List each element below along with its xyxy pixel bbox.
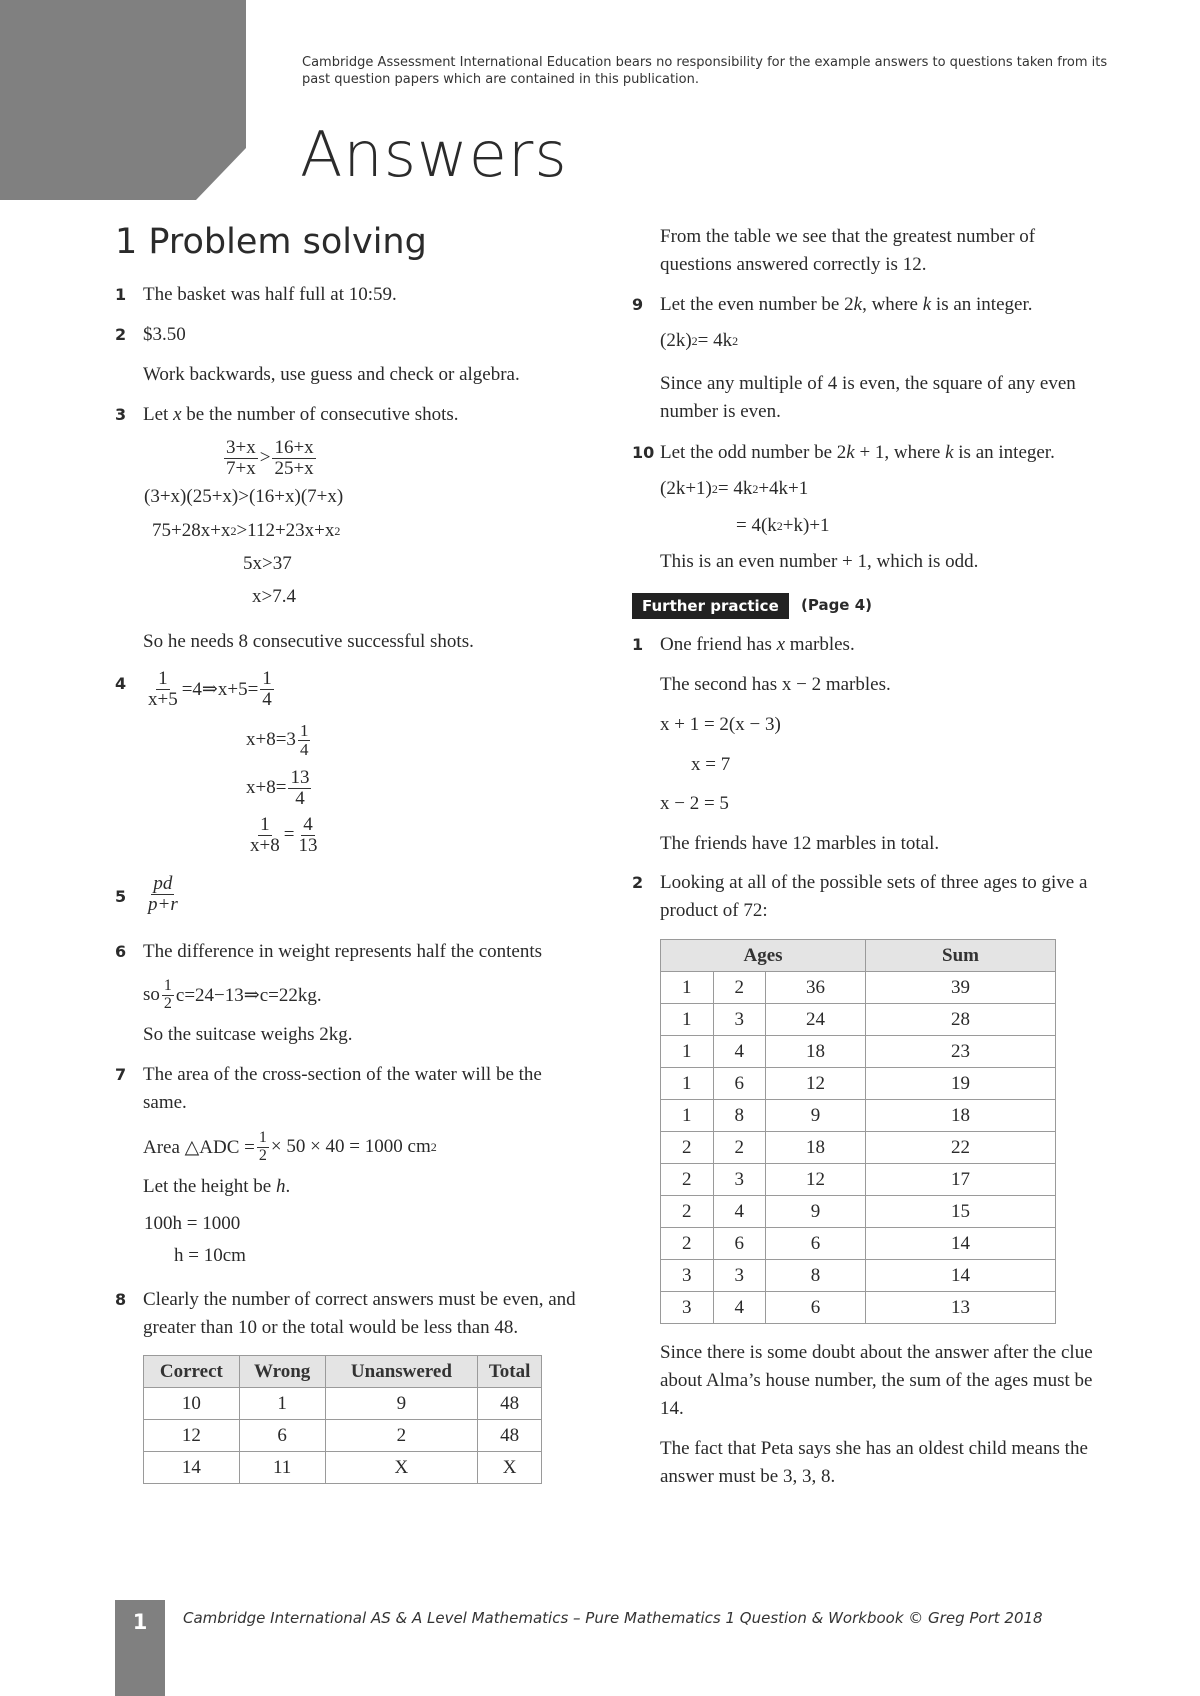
- table-header: Correct: [144, 1356, 240, 1388]
- q8-number: 8: [115, 1290, 127, 1309]
- table-row: [661, 1004, 1056, 1036]
- q3-inequality-4: 5x>37: [243, 553, 292, 574]
- q7-text: The area of the cross-section of the water will be the same.: [143, 1064, 542, 1113]
- fp1-line-3: x + 1 = 2(x − 3): [660, 714, 781, 735]
- q10-note: This is an even number + 1, which is odd.: [660, 551, 979, 572]
- q7-height: Let the height be h.: [143, 1176, 291, 1197]
- page-number: 1: [132, 1610, 148, 1634]
- q8-text: Clearly the number of correct answers must be even, and greater than 10 or the total would be less than 48.: [143, 1289, 576, 1338]
- fp2-note-1: Since there is some doubt about the answer after the clue about Alma’s house number, the sum of the ages must be 14.: [660, 1342, 1093, 1419]
- q4-line-3: x+8= $\frac{13}{4}$: [246, 767, 310, 809]
- table-cell: 6: [713, 1228, 766, 1260]
- table-cell: 1: [661, 1068, 714, 1100]
- q8-table: [143, 1355, 542, 1484]
- table-cell: 6: [766, 1228, 866, 1260]
- q6-text: The difference in weight represents half the contents: [143, 941, 543, 962]
- table-cell: 4: [713, 1292, 766, 1324]
- ages-header: Ages: [661, 940, 866, 972]
- fp1-line-2: The second has x − 2 marbles.: [660, 674, 891, 695]
- table-cell: 8: [713, 1100, 766, 1132]
- corner-decoration: [0, 0, 246, 200]
- table-cell: 12: [766, 1164, 866, 1196]
- q3-inequality-3: 75+28x+x 2 >112+23x+x 2: [152, 520, 341, 541]
- table-cell: 18: [766, 1132, 866, 1164]
- table-cell: 6: [239, 1420, 325, 1452]
- table-cell: 1: [661, 1100, 714, 1132]
- table-cell: 4: [713, 1196, 766, 1228]
- q4-number: 4: [115, 674, 127, 693]
- q4-line-4: $\frac{1}{x+8}$ = $\frac{4}{13}$: [250, 814, 318, 856]
- ages-table: [660, 939, 1056, 1324]
- q10-number: 10: [632, 443, 655, 462]
- q3-intro: Let x be the number of consecutive shots.: [143, 404, 459, 425]
- table-cell: 24: [766, 1004, 866, 1036]
- table-cell: 28: [866, 1004, 1056, 1036]
- disclaimer: Cambridge Assessment International Education bears no responsibility for the example answers to questions taken from its past question papers which are contained in this publication.: [302, 55, 1108, 87]
- table-cell: 14: [866, 1228, 1056, 1260]
- page-title: Answers: [300, 118, 568, 191]
- table-cell: 48: [478, 1388, 542, 1420]
- table-row: [144, 1420, 542, 1452]
- table-cell: 11: [239, 1452, 325, 1484]
- table-cell: 6: [766, 1292, 866, 1324]
- q6-number: 6: [115, 942, 127, 961]
- table-cell: 22: [866, 1132, 1056, 1164]
- table-cell: 2: [661, 1228, 714, 1260]
- table-cell: 12: [144, 1420, 240, 1452]
- table-cell: 2: [713, 972, 766, 1004]
- q6-conclusion: So the suitcase weighs 2kg.: [143, 1024, 353, 1045]
- fp2-note-2: The fact that Peta says she has an oldest child means the answer must be 3, 3, 8.: [660, 1438, 1088, 1487]
- table-row: [661, 1068, 1056, 1100]
- table-cell: X: [325, 1452, 478, 1484]
- table-cell: 9: [325, 1388, 478, 1420]
- q10-equation-2: = 4(k 2 +k)+1: [736, 515, 830, 536]
- table-cell: 3: [713, 1260, 766, 1292]
- q3-inequality-1: $\frac{3+x}{7+x}$ > $\frac{16+x}{25+x}$: [226, 437, 314, 479]
- table-cell: 2: [325, 1420, 478, 1452]
- table-row: [661, 1292, 1056, 1324]
- q9-note: Since any multiple of 4 is even, the square of any even number is even.: [660, 373, 1076, 422]
- q7-number: 7: [115, 1065, 127, 1084]
- table-row: [661, 972, 1056, 1004]
- fp1-number: 1: [632, 635, 644, 654]
- table-cell: 2: [661, 1164, 714, 1196]
- table-cell: 8: [766, 1260, 866, 1292]
- q6-equation: so $\frac{1}{2}$ c=24−13⇒c=22kg.: [143, 977, 322, 1012]
- fp1-line-6: The friends have 12 marbles in total.: [660, 833, 940, 854]
- fp2-number: 2: [632, 873, 644, 892]
- table-cell: 6: [713, 1068, 766, 1100]
- q3-number: 3: [115, 405, 127, 424]
- q5-answer: $\frac{pd}{p+r}$: [148, 873, 178, 915]
- table-cell: 14: [144, 1452, 240, 1484]
- table-row: [661, 1036, 1056, 1068]
- table-cell: 12: [766, 1068, 866, 1100]
- q8-continuation: From the table we see that the greatest number of questions answered correctly is 12.: [660, 226, 1036, 275]
- table-cell: 2: [713, 1132, 766, 1164]
- table-cell: 1: [239, 1388, 325, 1420]
- q10-text: Let the odd number be 2k + 1, where k is an integer.: [660, 442, 1055, 463]
- table-cell: 39: [866, 972, 1056, 1004]
- table-row: [661, 1164, 1056, 1196]
- q4-line-1: $\frac{1}{x+5}$ =4⇒x+5= $\frac{1}{4}$: [148, 668, 272, 710]
- fp1-line-1: One friend has x marbles.: [660, 634, 855, 655]
- q2-note: Work backwards, use guess and check or algebra.: [143, 364, 520, 385]
- table-cell: 10: [144, 1388, 240, 1420]
- table-header: Unanswered: [325, 1356, 478, 1388]
- table-row: [661, 1196, 1056, 1228]
- table-cell: 2: [661, 1196, 714, 1228]
- q5-number: 5: [115, 887, 127, 906]
- chapter-title: 1 Problem solving: [115, 222, 427, 262]
- table-cell: 48: [478, 1420, 542, 1452]
- table-cell: 13: [866, 1292, 1056, 1324]
- table-cell: 19: [866, 1068, 1056, 1100]
- table-row: [144, 1388, 542, 1420]
- q3-conclusion: So he needs 8 consecutive successful shots.: [143, 631, 474, 652]
- q7-equation-2: h = 10cm: [174, 1245, 246, 1266]
- q10-equation-1: (2k+1) 2 = 4k 2 +4k+1: [660, 478, 809, 499]
- q4-line-2: x+8=3 $\frac{1}{4}$: [246, 721, 309, 759]
- table-cell: X: [478, 1452, 542, 1484]
- further-practice-page: (Page 4): [801, 596, 872, 614]
- table-row: [661, 1260, 1056, 1292]
- table-row: [661, 1132, 1056, 1164]
- table-cell: 1: [661, 972, 714, 1004]
- q9-equation: (2k) 2 = 4k 2: [660, 330, 739, 351]
- table-row: [661, 1100, 1056, 1132]
- table-cell: 3: [713, 1164, 766, 1196]
- q7-area: Area △ADC = $\frac{1}{2}$ × 50 × 40 = 1000 cm 2: [143, 1129, 437, 1164]
- fp1-line-5: x − 2 = 5: [660, 793, 729, 814]
- table-cell: 1: [661, 1036, 714, 1068]
- table-cell: 9: [766, 1196, 866, 1228]
- table-row: [661, 1228, 1056, 1260]
- sum-header: Sum: [866, 940, 1056, 972]
- table-cell: 3: [661, 1260, 714, 1292]
- q3-inequality-5: x>7.4: [252, 586, 296, 607]
- fp1-line-4: x = 7: [691, 754, 731, 775]
- q1-number: 1: [115, 285, 127, 304]
- table-cell: 18: [766, 1036, 866, 1068]
- table-cell: 3: [661, 1292, 714, 1324]
- table-cell: 17: [866, 1164, 1056, 1196]
- q7-equation-1: 100h = 1000: [144, 1213, 241, 1234]
- table-row: [144, 1452, 542, 1484]
- q9-text: Let the even number be 2k, where k is an integer.: [660, 294, 1033, 315]
- table-header: Wrong: [239, 1356, 325, 1388]
- table-cell: 4: [713, 1036, 766, 1068]
- table-cell: 14: [866, 1260, 1056, 1292]
- table-cell: 18: [866, 1100, 1056, 1132]
- q3-inequality-2: (3+x)(25+x)>(16+x)(7+x): [144, 486, 344, 507]
- table-cell: 2: [661, 1132, 714, 1164]
- table-cell: 9: [766, 1100, 866, 1132]
- fp2-text: Looking at all of the possible sets of three ages to give a product of 72:: [660, 872, 1088, 921]
- table-header: Total: [478, 1356, 542, 1388]
- table-cell: 1: [661, 1004, 714, 1036]
- q2-answer: $3.50: [143, 324, 186, 345]
- footer-citation: Cambridge International AS & A Level Mathematics – Pure Mathematics 1 Question & Workbook © Greg Port 2018: [183, 1609, 1043, 1627]
- table-cell: 3: [713, 1004, 766, 1036]
- table-cell: 36: [766, 972, 866, 1004]
- q2-number: 2: [115, 325, 127, 344]
- further-practice-label: Further practice: [632, 593, 789, 619]
- q1-text: The basket was half full at 10:59.: [143, 284, 397, 305]
- q9-number: 9: [632, 295, 644, 314]
- table-cell: 23: [866, 1036, 1056, 1068]
- table-cell: 15: [866, 1196, 1056, 1228]
